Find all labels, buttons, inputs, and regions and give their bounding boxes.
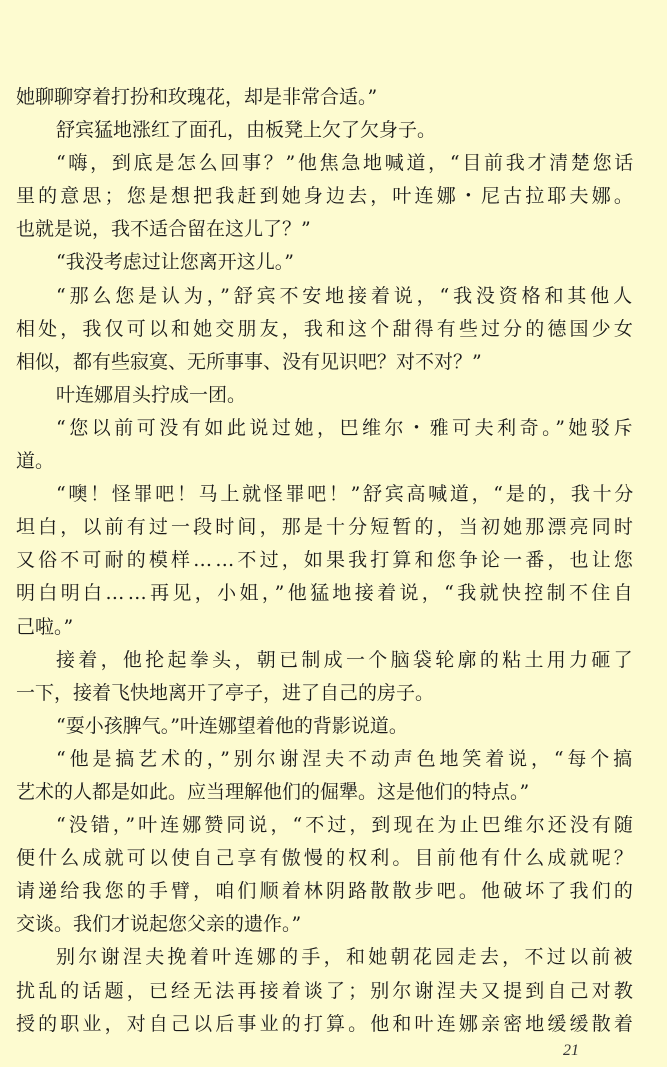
text-line: “他是搞艺术的，”别尔谢涅夫不动声色地笑着说，“每个搞: [56, 747, 636, 770]
text-line: 己啦。”: [16, 615, 74, 638]
text-line: 相似，都有些寂寞、无所事事、没有见识吧？对不对？”: [16, 350, 482, 373]
text-line: 坦白，以前有过一段时间，那是十分短暂的，当初她那漂亮同时: [16, 516, 636, 539]
text-line: 一下，接着飞快地离开了亭子，进了自己的房子。: [16, 681, 435, 704]
text-line: “没错，”叶连娜赞同说，“不过，到现在为止巴维尔还没有随: [56, 814, 636, 837]
text-line: 又俗不可耐的模样……不过，如果我打算和您争论一番，也让您: [16, 549, 636, 572]
body-text: [16, 81, 636, 1041]
text-line: 请递给我您的手臂，咱们顺着林阴路散散步吧。他破坏了我们的: [16, 880, 636, 903]
text-line: 她聊聊穿着打扮和玫瑰花，却是非常合适。”: [16, 86, 378, 108]
page-number: 21: [563, 1042, 579, 1059]
text-line: 艺术的人都是如此。应当理解他们的倔犟。这是他们的特点。”: [16, 780, 530, 803]
text-line: “那么您是认为，”舒宾不安地接着说，“我没资格和其他人: [56, 284, 636, 307]
text-line: “您以前可没有如此说过她，巴维尔・雅可夫利奇。”她驳斥: [56, 416, 636, 439]
text-line: 舒宾猛地涨红了面孔，由板凳上欠了欠身子。: [56, 119, 437, 142]
text-line: 扰乱的话题，已经无法再接着谈了；别尔谢涅夫又提到自己对教: [16, 979, 636, 1002]
text-line: 别尔谢涅夫挽着叶连娜的手，和她朝花园走去，不过以前被: [56, 946, 636, 969]
text-line: 明白明白……再见，小姐，”他猛地接着说，“我就快控制不住自: [16, 582, 636, 605]
text-line: “噢！怪罪吧！马上就怪罪吧！”舒宾高喊道，“是的，我十分: [56, 483, 636, 506]
text-line: 也就是说，我不适合留在这儿了？”: [16, 218, 311, 241]
text-line: “我没考虑过让您离开这儿。”: [56, 251, 294, 274]
text-line: 便什么成就可以使自己享有傲慢的权利。目前他有什么成就呢？: [16, 847, 636, 870]
text-line: 接着，他抡起拳头，朝已制成一个脑袋轮廓的粘土用力砸了: [56, 648, 636, 671]
text-line: 叶连娜眉头拧成一团。: [56, 383, 247, 406]
text-line: “嗨，到底是怎么回事？”他焦急地喊道，“目前我才清楚您话: [56, 152, 636, 175]
text-line: 交谈。我们才说起您父亲的遗作。”: [16, 913, 302, 936]
text-line: 相处，我仅可以和她交朋友，我和这个甜得有些过分的德国少女: [16, 317, 636, 340]
text-line: “耍小孩脾气。”叶连娜望着他的背影说道。: [56, 714, 408, 737]
text-line: 里的意思；您是想把我赶到她身边去，叶连娜・尼古拉耶夫娜。: [16, 185, 636, 208]
text-line: 道。: [16, 450, 55, 473]
text-line: 授的职业，对自己以后事业的打算。他和叶连娜亲密地缓缓散着: [16, 1012, 636, 1035]
